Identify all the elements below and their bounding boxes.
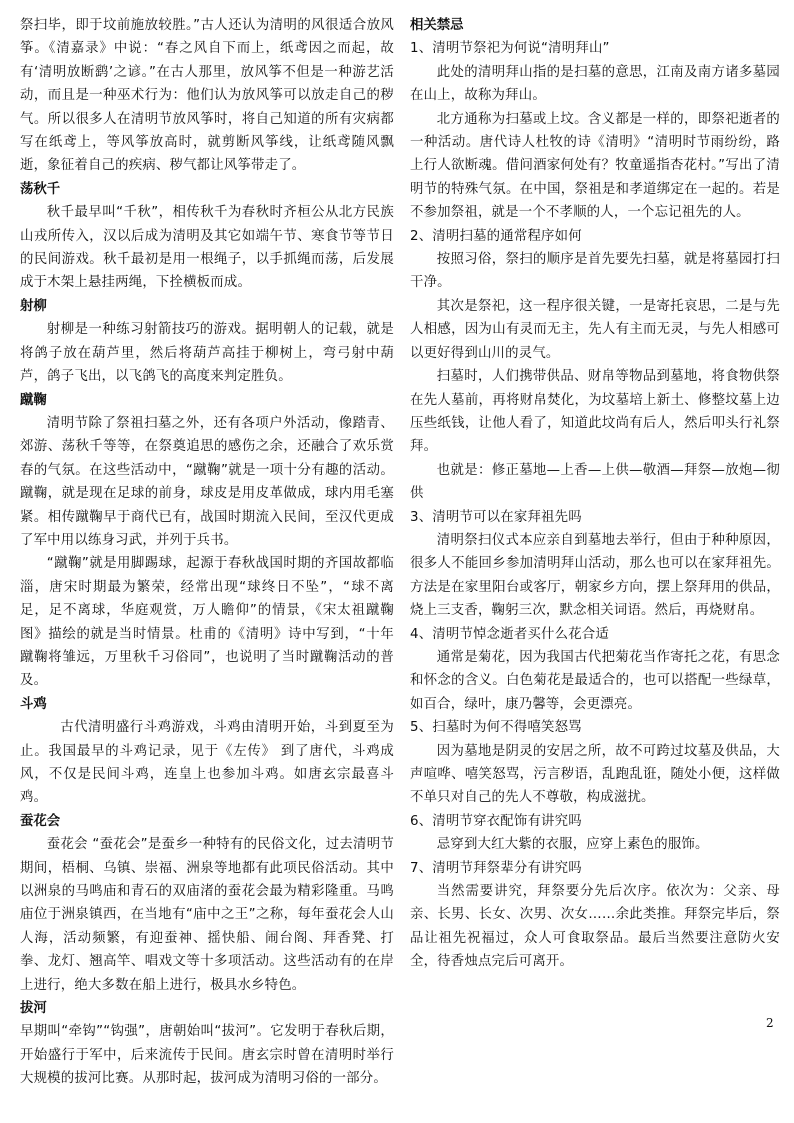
- heading-cuju: 蹴鞠: [20, 392, 47, 408]
- heading-swing: 荡秋千: [20, 181, 61, 197]
- silkworm-fair-paragraph: 蚕花会 “蚕花会”是蚕乡一种特有的民俗文化，过去清明节期间，梧桐、乌镇、崇福、洲泉等地都有此项民俗活动。其中以洲泉的马鸣庙和青石的双庙渚的蚕花会最为精彩隆重。马鸣庙位于洲泉镇西，在当地有“庙中之王”之称，每年蚕花会人山人海，活动频繁，有迎蚕神、摇快船、闹台阁、拜香凳、打拳、龙灯、翘高竿、唱戏文等十多项活动。这些活动有的在岸上进行，绝大多数在船上进行，极具水乡特色。: [20, 837, 394, 993]
- heading-taboos: 相关禁忌: [410, 18, 464, 33]
- cuju-paragraph-2: “蹴鞠”就是用脚踢球，起源于春秋战国时期的齐国故都临淄，唐宋时期最为繁荣，经常出现“球终日不坠”，“球不离足，足不离球，华庭观赏，万人瞻仰”的情景，《宋太祖蹴鞠图》描绘的就是当时情景。杜甫的《清明》诗中写到，“十年蹴鞠将雏远，万里秋千习俗同”，也说明了当时蹴鞠活动的普及。: [20, 556, 394, 689]
- heading-cockfight: 斗鸡: [20, 696, 47, 712]
- right-column: [410, 14, 780, 974]
- question-6: 6、清明节穿衣配饰有讲究吗: [410, 813, 582, 829]
- answer-1-paragraph-1: 此处的清明拜山指的是扫墓的意思，江南及南方诸多墓园在山上，故称为拜山。: [410, 64, 780, 104]
- question-1: 1、清明节祭祀为何说“清明拜山”: [410, 41, 610, 57]
- answer-6: 忌穿到大红大紫的衣服，应穿上素色的服饰。: [436, 837, 709, 853]
- answer-2-paragraph-4: 也就是：修正墓地—上香—上供—敬酒—拜祭—放炮—彻供: [410, 462, 780, 502]
- heading-silkworm-fair: 蚕花会: [20, 813, 61, 829]
- question-3: 3、清明节可以在家拜祖先吗: [410, 509, 582, 525]
- heading-tug-of-war: 拔河: [20, 1001, 47, 1017]
- cockfight-paragraph: 古代清明盛行斗鸡游戏，斗鸡由清明开始，斗到夏至为止。我国最早的斗鸡记录，见于《左传》 到了唐代，斗鸡成风，不仅是民间斗鸡，连皇上也参加斗鸡。如唐玄宗最喜斗鸡。: [20, 720, 394, 806]
- answer-2-paragraph-2: 其次是祭祀，这一程序很关键，一是寄托哀思，二是与先人相感，因为山有灵而无主，先人有主而无灵，与先人相感可以更好得到山川的灵气。: [410, 298, 780, 361]
- cuju-paragraph-1: 清明节除了祭祖扫墓之外，还有各项户外活动，像踏青、郊游、荡秋千等等，在祭奠追思的感伤之余，还融合了欢乐赏春的气氛。在这些活动中，“蹴鞠”就是一项十分有趣的活动。蹴鞠，就是现在足球的前身，球皮是用皮革做成，球内用毛塞紧。相传蹴鞠早于商代已有，战国时期流入民间，至汉代更成了军中用以练身习武，并列于兵书。: [20, 415, 394, 548]
- tug-of-war-paragraph: 早期叫“牵钩”“钩强”，唐朝始叫“拔河”。它发明于春秋后期，开始盛行于军中，后来流传于民间。唐玄宗时曾在清明时举行大规模的拔河比赛。从那时起，拔河成为清明习俗的一部分。: [20, 1024, 394, 1087]
- left-column: [20, 14, 394, 1091]
- answer-4: 通常是菊花，因为我国古代把菊花当作寄托之花，有思念和怀念的含义。白色菊花是最适合的，也可以搭配一些绿草，如百合，绿叶，康乃馨等，会更漂亮。: [410, 649, 780, 712]
- question-7: 7、清明节拜祭辈分有讲究吗: [410, 860, 582, 876]
- answer-5: 因为墓地是阴灵的安居之所，故不可跨过坟墓及供品，大声喧哗、嘻笑怒骂，污言秽语，乱跑乱诳，随处小便，这样做不单只对自己的先人不尊敬，构成滋扰。: [410, 743, 780, 806]
- answer-2-paragraph-3: 扫墓时，人们携带供品、财帛等物品到墓地，将食物供祭在先人墓前，再将财帛焚化，为坟墓培上新土、修整坟墓上边压些纸钱，让他人看了，知道此坟尚有后人，然后叩头行礼祭拜。: [410, 369, 780, 455]
- answer-7: 当然需要讲究，拜祭要分先后次序。依次为：父亲、母亲、长男、长女、次男、次女……余此类推。拜祭完毕后，祭品让祖先祝福过，众人可食取祭品。最后当然要注意防火安全，待香烛点完后可离开。: [410, 884, 780, 970]
- answer-2-paragraph-1: 按照习俗，祭扫的顺序是首先要先扫墓，就是将墓园打扫干净。: [410, 252, 780, 291]
- page-number: 2: [766, 1016, 774, 1030]
- archery-paragraph: 射柳是一种练习射箭技巧的游戏。据明朝人的记载，就是将鸽子放在葫芦里，然后将葫芦高挂于柳树上，弯弓射中葫芦，鸽子飞出，以飞鸽飞的高度来判定胜负。: [20, 322, 394, 385]
- question-4: 4、清明节悼念逝者买什么花合适: [410, 626, 609, 642]
- intro-paragraph: 祭扫毕，即于坟前施放较胜。”古人还认为清明的风很适合放风筝。《清嘉录》中说：“春之风自下而上，纸鸢因之而起，故有‘清明放断鹞’之谚。”在古人那里，放风筝不但是一种游艺活动，而且是一种巫术行为：他们认为放风筝可以放走自己的秽气。所以很多人在清明节放风筝时，将自己知道的所有灾病都写在纸鸢上，等风筝放高时，就剪断风筝线，让纸鸢随风飘逝，象征着自己的疾病、秽气都让风筝带走了。: [20, 18, 394, 174]
- question-5: 5、扫墓时为何不得嘻笑怒骂: [410, 720, 582, 736]
- answer-1-paragraph-2: 北方通称为扫墓或上坟。含义都是一样的，即祭祀逝者的一种活动。唐代诗人杜牧的诗《清明》“清明时节雨纷纷，路上行人欲断魂。借问酒家何处有？牧童遥指杏花村。”写出了清明节的特殊气氛。在中国，祭祖是和孝道绑定在一起的。若是不参加祭祖，就是一个不孝顺的人，一个忘记祖先的人。: [410, 111, 780, 221]
- heading-archery: 射柳: [20, 298, 47, 314]
- answer-3: 清明祭扫仪式本应亲自到墓地去举行，但由于种种原因，很多人不能回乡参加清明拜山活动，那么也可以在家拜祖先。方法是在家里阳台或客厅，朝家乡方向，摆上祭拜用的供品，烧上三支香，鞠躬三次，默念相关词语。然后，再烧财帛。: [410, 532, 780, 619]
- question-2: 2、清明扫墓的通常程序如何: [410, 228, 582, 244]
- swing-paragraph: 秋千最早叫“千秋”，相传秋千为春秋时齐桓公从北方民族山戎所传入，汉以后成为清明及其它如端午节、寒食节等节日的民间游戏。秋千最初是用一根绳子，以手抓绳而荡，后发展成于木架上悬挂两绳，下拴横板而成。: [20, 205, 394, 291]
